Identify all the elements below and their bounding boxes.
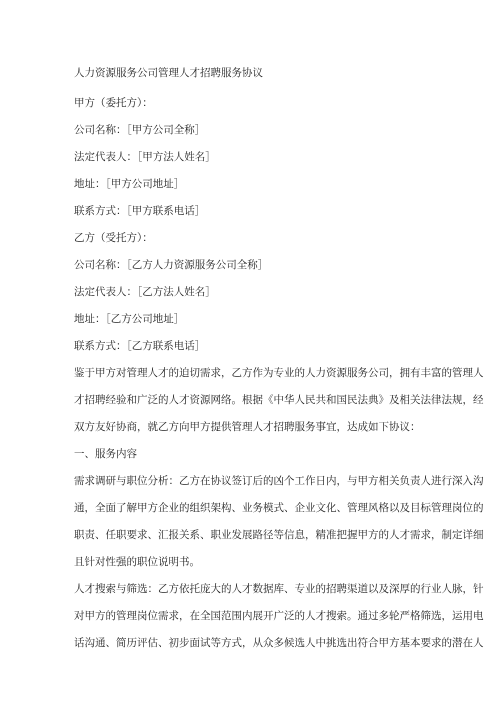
party-a-header: 甲方（委托方）： [74,97,153,109]
party-b-company: 公司名称：［乙方人力资源服务公司全称］ [74,259,269,271]
party-a-company: 公司名称：［甲方公司全称］ [74,124,206,136]
party-b-legal-rep: 法定代表人：［乙方法人姓名］ [74,286,216,298]
party-a-address: 地址：［甲方公司地址］ [74,178,185,190]
service-para-1-line: 需求调研与职位分析：乙方在协议签订后的凶个工作日内，与甲方相关负责人进行深入沟 [74,475,484,487]
party-a-contact: 联系方式：［甲方联系电话］ [74,205,206,217]
preamble-line: 双方友好协商，就乙方向甲方提供管理人才招聘服务事宜，达成如下协议： [74,421,421,433]
party-b-header: 乙方（受托方）： [74,232,153,244]
section-1-title: 一、服务内容 [74,448,137,460]
party-b-address: 地址：［乙方公司地址］ [74,313,185,325]
service-para-1-line: 通，全面了解甲方企业的组织架构、业务模式、企业文化、管理风格以及目标管理岗位的 [74,502,484,514]
preamble-line: 才招聘经验和广泛的人才资源网络。根据《中华人民共和国民法典》及相关法律法规，经 [74,394,484,406]
service-para-2-line: 对甲方的管理岗位需求，在全国范围内展开广泛的人才搜索。通过多轮严格筛选，运用电 [74,610,484,622]
document-title: 人力资源服务公司管理人才招聘服务协议 [74,67,263,79]
service-para-1-line: 且针对性强的职位说明书。 [74,556,200,568]
preamble-line: 鉴于甲方对管理人才的迫切需求，乙方作为专业的人力资源服务公司，拥有丰富的管理人 [74,367,484,379]
party-b-contact: 联系方式：［乙方联系电话］ [74,340,206,352]
party-a-legal-rep: 法定代表人：［甲方法人姓名］ [74,151,216,163]
service-para-2-line: 人才搜索与筛选：乙方依托庞大的人才数据库、专业的招聘渠道以及深厚的行业人脉，针 [74,583,484,595]
service-para-1-line: 职责、任职要求、汇报关系、职业发展路径等信息，精准把握甲方的人才需求，制定详细 [74,529,484,541]
service-para-2-line: 话沟通、简历评估、初步面试等方式，从众多候选人中挑选出符合甲方基本要求的潜在人 [74,637,484,649]
